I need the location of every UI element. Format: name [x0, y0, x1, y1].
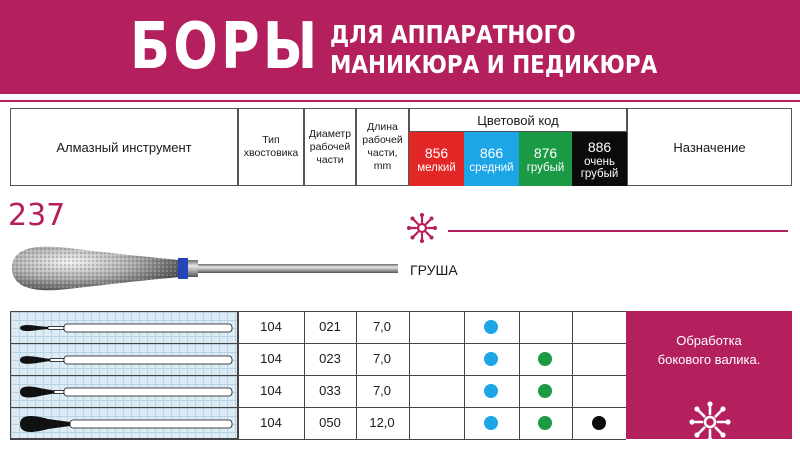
grit-dot-866: [484, 320, 498, 334]
cell-length: 7,0: [372, 351, 392, 366]
flower-ornament-icon: [688, 400, 732, 444]
title-banner: [0, 0, 800, 94]
grit-dot-866: [484, 352, 498, 366]
grit-code: 886: [587, 138, 612, 155]
grit-code: 856: [424, 144, 449, 161]
header-length-line1: Длина: [367, 121, 398, 133]
banner-title: БОРЫ: [130, 10, 321, 84]
header-length-line2: рабочей: [362, 134, 403, 146]
grit-label-line2: грубый: [580, 167, 619, 180]
flower-ornament-icon: [406, 212, 438, 244]
cell-diameter: 021: [319, 319, 341, 334]
header-length-line3: части,: [367, 147, 398, 159]
grit-label: грубый: [526, 161, 565, 174]
table-rule: [10, 407, 626, 408]
purpose-line1: Обработка: [676, 333, 742, 348]
header-diameter-line1: Диаметр: [308, 127, 352, 140]
cell-shank: 104: [260, 319, 282, 334]
cell-shank: 104: [260, 383, 282, 398]
purpose-line2: бокового валика.: [657, 352, 761, 367]
cell-diameter: 050: [319, 415, 341, 430]
header-length: [356, 108, 409, 186]
header-shank-type: [238, 108, 304, 186]
table-rule: [10, 311, 626, 312]
header-length-line4: mm: [373, 160, 392, 172]
shape-name: ГРУША: [410, 262, 458, 278]
accent-rule: [448, 230, 788, 232]
grit-coarse-swatch: [519, 132, 572, 186]
grit-code: 866: [479, 144, 504, 161]
table-rule: [10, 375, 626, 376]
tool-drawing-033: [18, 380, 234, 404]
tool-drawing-050: [18, 412, 234, 436]
table-col-rule: [464, 311, 465, 439]
header-shank-line1: Тип: [262, 134, 280, 146]
header-color-code: Цветовой код: [409, 108, 627, 132]
cell-shank: 104: [260, 351, 282, 366]
header-shank-line2: хвостовика: [243, 147, 299, 159]
banner-subtitle-line1: ДЛЯ АППАРАТНОГО: [330, 20, 576, 49]
grit-medium-swatch: [464, 132, 519, 186]
product-number: 237: [8, 198, 66, 233]
grit-dot-886: [592, 416, 606, 430]
header-purpose: Назначение: [627, 108, 792, 186]
banner-subtitle: [330, 20, 657, 80]
cell-length: 7,0: [372, 383, 392, 398]
tool-drawing-021: [18, 316, 234, 340]
grit-dot-866: [484, 384, 498, 398]
table-col-rule: [519, 311, 520, 439]
grit-extra-coarse-swatch: [572, 132, 627, 186]
cell-length: 12,0: [369, 415, 395, 430]
banner-rule: [0, 100, 800, 102]
grit-code: 876: [533, 144, 558, 161]
cell-length: 7,0: [372, 319, 392, 334]
grit-fine-swatch: [409, 132, 464, 186]
grit-dot-876: [538, 384, 552, 398]
grit-label: средний: [469, 161, 514, 174]
cell-shank: 104: [260, 415, 282, 430]
cell-diameter: 023: [319, 351, 341, 366]
banner-subtitle-line2: МАНИКЮРА И ПЕДИКЮРА: [330, 50, 658, 79]
tool-drawing-023: [18, 348, 234, 372]
header-diameter: [304, 108, 356, 186]
header-diameter-line2: рабочей: [309, 140, 351, 153]
table-rule: [10, 439, 626, 440]
table-col-rule: [238, 311, 239, 439]
bur-pear-icon: [8, 240, 398, 296]
grit-label: очень: [584, 155, 615, 168]
grit-dot-866: [484, 416, 498, 430]
header-diameter-line3: части: [316, 153, 344, 166]
grit-dot-876: [538, 352, 552, 366]
table-rule: [10, 343, 626, 344]
header-instrument: Алмазный инструмент: [10, 108, 238, 186]
cell-diameter: 033: [319, 383, 341, 398]
table-col-rule: [572, 311, 573, 439]
grit-dot-876: [538, 416, 552, 430]
grit-label: мелкий: [417, 161, 456, 174]
